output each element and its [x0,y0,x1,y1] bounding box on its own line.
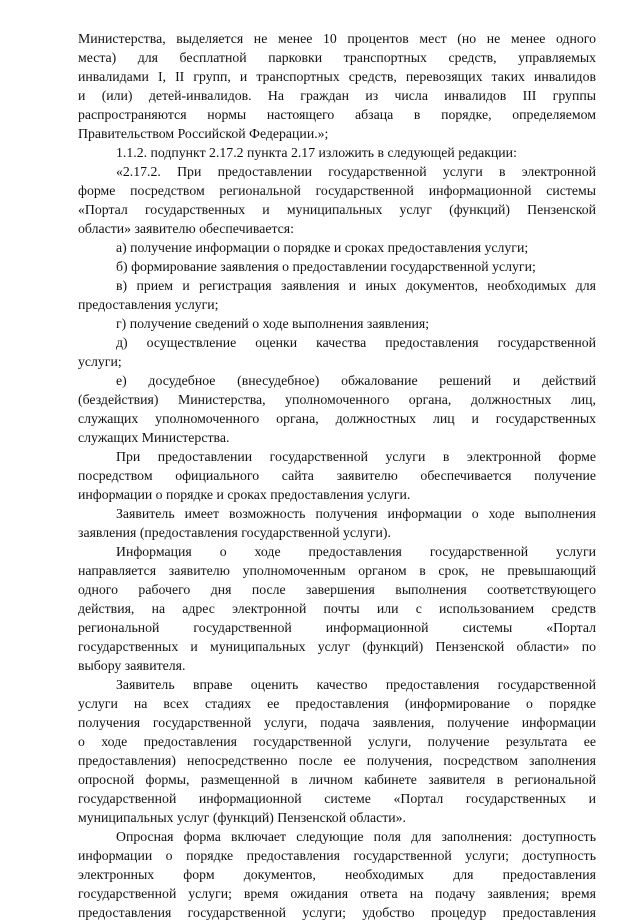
text-line: и (или) детей-инвалидов. На граждан из числа инвалидов III группы [78,88,596,103]
text-line: о ходе предоставления государственной услуги, получение результата ее [78,734,596,749]
text-line: места) для бесплатной парковки транспортных средств, управляемых [78,50,596,65]
text-line: электронных форм документов, необходимых для предоставления [78,867,596,882]
text-line: направляется заявителю уполномоченным органом в срок, не превышающий [78,563,596,578]
text-line: «Портал государственных и муниципальных услуг (функций) Пензенской [78,202,596,217]
text-line: Опросная форма включает следующие поля для заполнения: доступность [116,829,596,844]
text-line: одного рабочего дня после завершения выполнения соответствующего [78,582,596,597]
text-line: Заявитель вправе оценить качество предоставления государственной [116,677,596,692]
text-line: предоставления услуги; [78,297,219,312]
text-line: (бездействия) Министерства, уполномоченного органа, должностных лиц, [78,392,596,407]
text-line: служащих уполномоченного органа, должностных лиц и государственных [78,411,596,426]
text-line: инвалидами I, II групп, и транспортных средств, перевозящих таких инвалидов [78,69,596,84]
text-line: Информация о ходе предоставления государственной услуги [116,544,596,559]
text-line: услуги на всех стадиях ее предоставления (информирование о порядке [78,696,596,711]
text-line: заявления (предоставления государственной услуги). [78,525,391,540]
text-line: региональной государственной информационной системы «Портал [78,620,596,635]
text-line: служащих Министерства. [78,430,230,445]
document-page [78,29,596,922]
text-line: области» заявителю обеспечивается: [78,221,294,236]
text-line: государственной информационной системе «Портал государственных и [78,791,596,806]
text-line: услуги; [78,354,122,369]
text-line: Заявитель имеет возможность получения информации о ходе выполнения [116,506,596,521]
text-line: «2.17.2. При предоставлении государственной услуги в электронной [116,164,596,179]
text-line: государственной услуги; время ожидания ответа на подачу заявления; время [78,886,596,901]
text-line: в) прием и регистрация заявления и иных документов, необходимых для [116,278,596,293]
text-line: а) получение информации о порядке и сроках предоставления услуги; [116,240,529,255]
text-line: г) получение сведений о ходе выполнения заявления; [116,316,430,331]
text-line: Министерства, выделяется не менее 10 процентов мест (но не менее одного [78,31,596,46]
text-line: форме посредством региональной государственной информационной системы [78,183,596,198]
text-line: получения государственной услуги, подача заявления, получение информации [78,715,596,730]
text-line: предоставления) непосредственно после ее получения, посредством заполнения [78,753,596,768]
text-line: выбору заявителя. [78,658,186,673]
text-line: е) досудебное (внесудебное) обжалование решений и действий [116,373,596,388]
text-line: посредством официального сайта заявителю обеспечивается получение [78,468,596,483]
text-line: муниципальных услуг (функций) Пензенской области». [78,810,407,825]
text-line: действия, на адрес электронной почты или с использованием средств [78,601,596,616]
text-line: Правительством Российской Федерации.»; [78,126,329,141]
text-line: б) формирование заявления о предоставлении государственной услуги; [116,259,536,274]
text-line: распространяются нормы настоящего абзаца в порядке, определяемом [78,107,596,122]
text-line: государственных и муниципальных услуг (функций) Пензенской области» по [78,639,596,654]
text-line: 1.1.2. подпункт 2.17.2 пункта 2.17 изложить в следующей редакции: [116,145,517,160]
text-line: д) осуществление оценки качества предоставления государственной [116,335,596,350]
text-line: предоставления государственной услуги; удобство процедур предоставления [78,905,596,920]
text-line: При предоставлении государственной услуги в электронной форме [116,449,596,464]
text-line: информации о порядке и сроках предоставления услуги. [78,487,411,502]
text-line: опросной формы, размещенной в личном кабинете заявителя в региональной [78,772,596,787]
text-line: информации о порядке предоставления государственной услуги; доступность [78,848,596,863]
